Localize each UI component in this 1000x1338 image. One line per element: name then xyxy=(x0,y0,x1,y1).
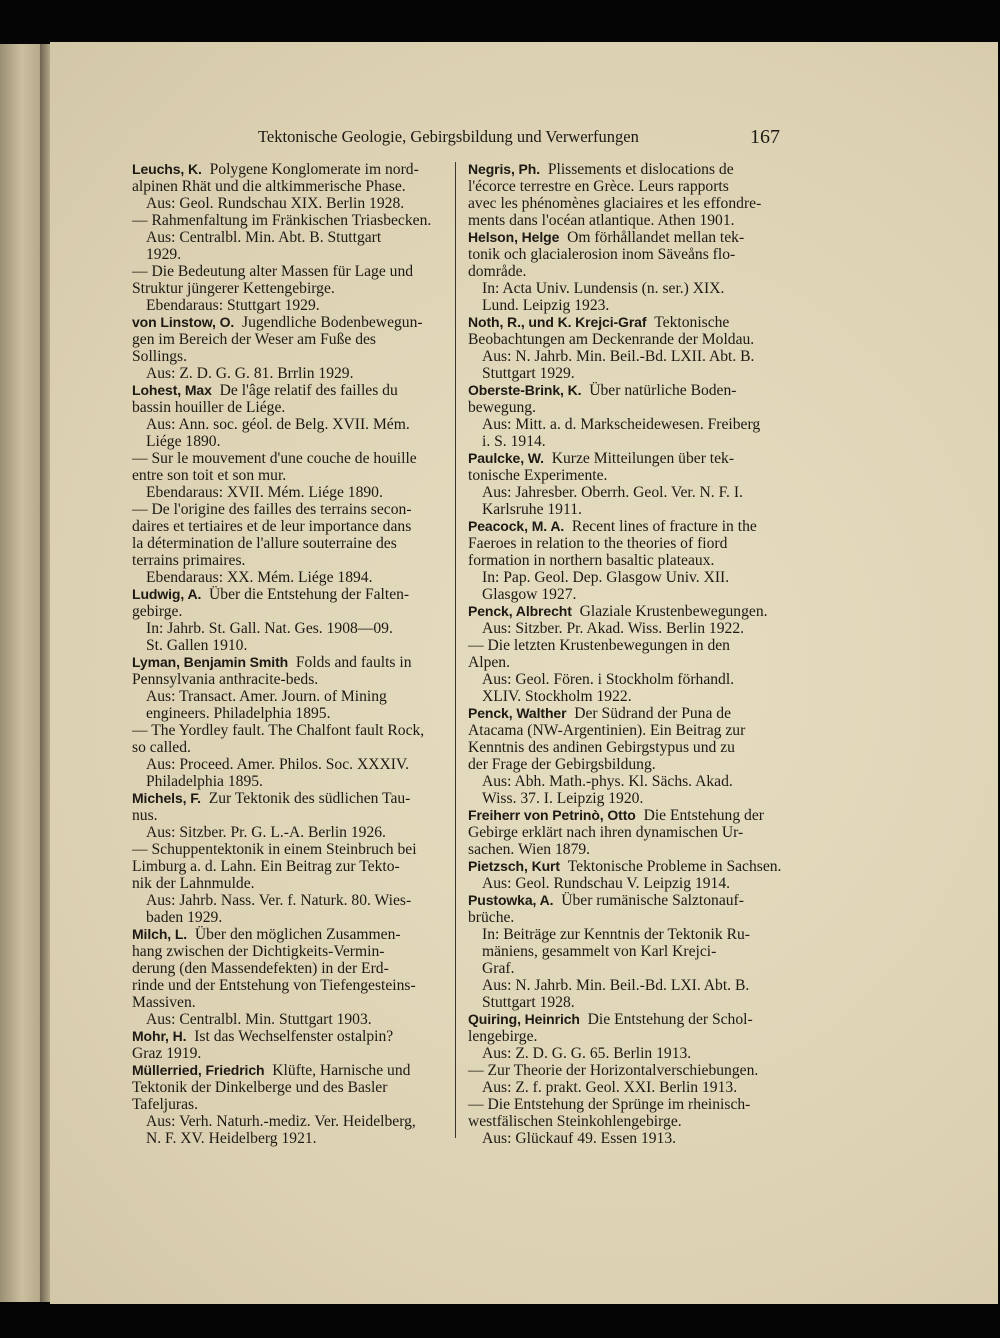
author-name: Paulcke, W. xyxy=(468,450,544,466)
reference-text: engineers. Philadelphia 1895. xyxy=(146,705,331,722)
reference-text: Lund. Leipzig 1923. xyxy=(482,297,610,314)
entry-text: brüche. xyxy=(468,909,515,926)
reference-text: Karlsruhe 1911. xyxy=(482,501,582,518)
bibliography-line xyxy=(132,1028,446,1045)
author-name: Ludwig, A. xyxy=(132,586,202,602)
bibliography-line xyxy=(132,722,446,739)
reference-text: Wiss. 37. I. Leipzig 1920. xyxy=(482,790,644,807)
entry-text: — The Yordley fault. The Chalfont fault Rock, xyxy=(132,722,425,739)
reference-text: Philadelphia 1895. xyxy=(146,773,263,790)
bibliography-line xyxy=(468,688,782,705)
bibliography-line xyxy=(132,586,446,603)
entry-text: so called. xyxy=(132,739,191,756)
entry-text: formation in northern basaltic plateaux. xyxy=(468,552,715,569)
entry-text: l'écorce terrestre en Grèce. Leurs rapports xyxy=(468,178,729,195)
reference-text: Stuttgart 1929. xyxy=(482,365,575,382)
entry-text: Jugendliche Bodenbewegun- xyxy=(242,314,423,331)
bibliography-line xyxy=(132,382,446,399)
entry-text: Tektonische Probleme in Sachsen. xyxy=(567,858,782,875)
reference-text: Aus: N. Jahrb. Min. Beil.-Bd. LXII. Abt. B. xyxy=(482,348,755,365)
entry-text: Struktur jüngerer Kettengebirge. xyxy=(132,280,335,297)
bibliography-line xyxy=(468,773,782,790)
bibliography-line xyxy=(468,892,782,909)
entry-text: nik der Lahnmulde. xyxy=(132,875,255,892)
bibliography-line xyxy=(468,1062,782,1079)
entry-text: Sollings. xyxy=(132,348,188,365)
bibliography-line xyxy=(468,399,782,416)
bibliography-line xyxy=(132,807,446,824)
bibliography-line xyxy=(132,399,446,416)
bibliography-line xyxy=(468,1011,782,1028)
entry-text: Gebirge erklärt nach ihren dynamischen Ur- xyxy=(468,824,744,841)
bibliography-line xyxy=(132,161,446,178)
bibliography-line xyxy=(468,382,782,399)
reference-text: Aus: Z. f. prakt. Geol. XXI. Berlin 1913. xyxy=(482,1079,738,1096)
bibliography-line xyxy=(468,960,782,977)
entry-text: Tektonik der Dinkelberge und des Basler xyxy=(132,1079,388,1096)
entry-text: lengebirge. xyxy=(468,1028,538,1045)
reference-text: In: Jahrb. St. Gall. Nat. Ges. 1908—09. xyxy=(146,620,393,637)
bibliography-line xyxy=(468,824,782,841)
author-name: Mohr, H. xyxy=(132,1028,187,1044)
entry-text: rinde und der Entstehung von Tiefengesteins- xyxy=(132,977,416,994)
author-name: Lohest, Max xyxy=(132,382,212,398)
bibliography-line xyxy=(132,688,446,705)
reference-text: Aus: Sitzber. Pr. G. L.-A. Berlin 1926. xyxy=(146,824,386,841)
bibliography-line xyxy=(132,603,446,620)
reference-text: Ebendaraus: Stuttgart 1929. xyxy=(146,297,320,314)
bibliography-line xyxy=(468,535,782,552)
page-number: 167 xyxy=(750,126,780,148)
entry-text: Alpen. xyxy=(468,654,511,671)
bibliography-line xyxy=(468,501,782,518)
bibliography-line xyxy=(468,450,782,467)
entry-text: dområde. xyxy=(468,263,527,280)
entry-text: — De l'origine des failles des terrains secon- xyxy=(132,501,412,518)
bibliography-line xyxy=(132,671,446,688)
reference-text: Aus: Geol. Rundschau XIX. Berlin 1928. xyxy=(146,195,405,212)
bibliography-line xyxy=(468,229,782,246)
bibliography-line xyxy=(468,569,782,586)
bibliography-line xyxy=(468,331,782,348)
entry-text: Über die Entstehung der Falten- xyxy=(209,586,410,603)
bibliography-line xyxy=(132,416,446,433)
reference-text: Aus: Jahresber. Oberrh. Geol. Ver. N. F. I. xyxy=(482,484,743,501)
bibliography-line xyxy=(468,178,782,195)
bibliography-line xyxy=(468,161,782,178)
entry-text: nus. xyxy=(132,807,158,824)
bibliography-line xyxy=(132,841,446,858)
bibliography-line xyxy=(132,1011,446,1028)
entry-text: Plissements et dislocations de xyxy=(547,161,734,178)
entry-text: — Zur Theorie der Horizontalverschiebungen. xyxy=(468,1062,759,1079)
bibliography-line xyxy=(132,297,446,314)
bibliography-line xyxy=(132,977,446,994)
reference-text: St. Gallen 1910. xyxy=(146,637,248,654)
author-name: Quiring, Heinrich xyxy=(468,1011,580,1027)
entry-text: Der Südrand der Puna de xyxy=(574,705,732,722)
entry-text: ments dans l'océan atlantique. Athen 1901. xyxy=(468,212,735,229)
bibliography-line xyxy=(468,1130,782,1147)
bibliography-line xyxy=(132,926,446,943)
entry-text: De l'âge relatif des failles du xyxy=(219,382,398,399)
entry-text: Atacama (NW-Argentinien). Ein Beitrag zur xyxy=(468,722,746,739)
bibliography-line xyxy=(132,348,446,365)
bibliography-line xyxy=(468,1045,782,1062)
bibliography-line xyxy=(468,518,782,535)
bibliography-line xyxy=(468,909,782,926)
bibliography-line xyxy=(132,620,446,637)
author-name: Penck, Walther xyxy=(468,705,567,721)
entry-text: — Die Entstehung der Sprünge im rheinisch- xyxy=(468,1096,751,1113)
bibliography-line xyxy=(468,994,782,1011)
entry-text: — Schuppentektonik in einem Steinbruch bei xyxy=(132,841,417,858)
bibliography-line xyxy=(132,960,446,977)
reference-text: Aus: Verh. Naturh.-mediz. Ver. Heidelberg, xyxy=(146,1113,416,1130)
reference-text: Ebendaraus: XX. Mém. Liége 1894. xyxy=(146,569,373,586)
author-name: Pietzsch, Kurt xyxy=(468,858,560,874)
bibliography-line xyxy=(132,535,446,552)
bibliography-line xyxy=(468,467,782,484)
author-name: Negris, Ph. xyxy=(468,161,541,177)
entry-text: — Sur le mouvement d'une couche de houille xyxy=(132,450,417,467)
bibliography-line xyxy=(468,212,782,229)
bibliography-line xyxy=(468,943,782,960)
reference-text: Aus: Mitt. a. d. Markscheidewesen. Freiberg xyxy=(482,416,761,433)
entry-text: Beobachtungen am Deckenrande der Moldau. xyxy=(468,331,755,348)
bibliography-line xyxy=(132,875,446,892)
bibliography-line xyxy=(468,671,782,688)
reference-text: N. F. XV. Heidelberg 1921. xyxy=(146,1130,317,1147)
bibliography-line xyxy=(468,280,782,297)
reference-text: Aus: Jahrb. Nass. Ver. f. Naturk. 80. Wies- xyxy=(146,892,412,909)
bibliography-line xyxy=(132,1113,446,1130)
reference-text: In: Beiträge zur Kenntnis der Tektonik Ru- xyxy=(482,926,750,943)
bibliography-line xyxy=(132,637,446,654)
reference-text: Aus: Z. D. G. G. 65. Berlin 1913. xyxy=(482,1045,692,1062)
bibliography-line xyxy=(132,450,446,467)
bibliography-line xyxy=(468,433,782,450)
bibliography-line xyxy=(132,501,446,518)
bibliography-line xyxy=(468,977,782,994)
bibliography-line xyxy=(468,314,782,331)
entry-text: tonik och glacialerosion inom Säveåns flo- xyxy=(468,246,736,263)
author-name: Müllerried, Friedrich xyxy=(132,1062,265,1078)
author-name: Pustowka, A. xyxy=(468,892,554,908)
entry-text: — Die letzten Krustenbewegungen in den xyxy=(468,637,730,654)
entry-text: bassin houiller de Liége. xyxy=(132,399,286,416)
entry-text: Die Entstehung der xyxy=(643,807,764,824)
bibliography-line xyxy=(132,263,446,280)
entry-text: Polygene Konglomerate im nord- xyxy=(209,161,419,178)
author-name: Milch, L. xyxy=(132,926,188,942)
entry-text: westfälischen Steinkohlengebirge. xyxy=(468,1113,682,1130)
entry-text: Klüfte, Harnische und xyxy=(272,1062,411,1079)
bibliography-line xyxy=(132,994,446,1011)
bibliography-line xyxy=(132,246,446,263)
reference-text: Aus: Ann. soc. géol. de Belg. XVII. Mém. xyxy=(146,416,410,433)
bibliography-line xyxy=(468,926,782,943)
entry-text: Kurze Mitteilungen über tek- xyxy=(551,450,735,467)
column-divider xyxy=(455,162,456,1138)
entry-text: derung (den Massendefekten) in der Erd- xyxy=(132,960,389,977)
left-column xyxy=(132,161,446,1147)
bibliography-line xyxy=(468,484,782,501)
bibliography-line xyxy=(468,552,782,569)
entry-text: Folds and faults in xyxy=(295,654,412,671)
author-name: Freiherr von Petrinò, Otto xyxy=(468,807,636,823)
bibliography-line xyxy=(132,484,446,501)
bibliography-line xyxy=(132,654,446,671)
bibliography-line xyxy=(132,1062,446,1079)
bibliography-line xyxy=(468,858,782,875)
entry-text: Über rumänische Salztonauf- xyxy=(561,892,744,909)
entry-text: Kenntnis des andinen Gebirgstypus und zu xyxy=(468,739,735,756)
entry-text: terrains primaires. xyxy=(132,552,246,569)
bibliography-line xyxy=(132,739,446,756)
bibliography-line xyxy=(132,858,446,875)
bibliography-line xyxy=(132,195,446,212)
entry-text: gen im Bereich der Weser am Fuße des xyxy=(132,331,376,348)
bibliography-line xyxy=(468,654,782,671)
bibliography-line xyxy=(468,705,782,722)
entry-text: la détermination de l'allure souterraine des xyxy=(132,535,397,552)
reference-text: mäniens, gesammelt von Karl Krejci- xyxy=(482,943,717,960)
bibliography-line xyxy=(468,297,782,314)
bibliography-line xyxy=(468,348,782,365)
bibliography-line xyxy=(468,1113,782,1130)
bibliography-line xyxy=(132,331,446,348)
bibliography-line xyxy=(132,790,446,807)
bibliography-line xyxy=(132,892,446,909)
author-name: Noth, R., und K. Krejci-Graf xyxy=(468,314,647,330)
bibliography-line xyxy=(132,314,446,331)
author-name: von Linstow, O. xyxy=(132,314,235,330)
bibliography-line xyxy=(132,229,446,246)
reference-text: Aus: Glückauf 49. Essen 1913. xyxy=(482,1130,677,1147)
bibliography-line xyxy=(468,246,782,263)
reference-text: Aus: Geol. Fören. i Stockholm förhandl. xyxy=(482,671,735,688)
bibliography-line xyxy=(132,518,446,535)
reference-text: In: Pap. Geol. Dep. Glasgow Univ. XII. xyxy=(482,569,730,586)
entry-text: Ist das Wechselfenster ostalpin? xyxy=(194,1028,394,1045)
entry-text: Glaziale Krustenbewegungen. xyxy=(579,603,768,620)
entry-text: Limburg a. d. Lahn. Ein Beitrag zur Tekto- xyxy=(132,858,400,875)
bibliography-line xyxy=(132,773,446,790)
bibliography-line xyxy=(132,178,446,195)
bibliography-line xyxy=(468,603,782,620)
entry-text: Tafeljuras. xyxy=(132,1096,199,1113)
bibliography-line xyxy=(468,195,782,212)
reference-text: Aus: Z. D. G. G. 81. Brrlin 1929. xyxy=(146,365,354,382)
bibliography-line xyxy=(132,824,446,841)
bibliography-line xyxy=(132,909,446,926)
author-name: Michels, F. xyxy=(132,790,201,806)
entry-text: Über den möglichen Zusammen- xyxy=(194,926,401,943)
bibliography-line xyxy=(468,1028,782,1045)
reference-text: In: Acta Univ. Lundensis (n. ser.) XIX. xyxy=(482,280,725,297)
reference-text: Graf. xyxy=(482,960,515,977)
reference-text: 1929. xyxy=(146,246,182,263)
bibliography-line xyxy=(468,620,782,637)
bibliography-line xyxy=(468,637,782,654)
bibliography-line xyxy=(132,1130,446,1147)
bibliography-line xyxy=(132,943,446,960)
bibliography-line xyxy=(132,569,446,586)
bibliography-line xyxy=(132,552,446,569)
reference-text: Glasgow 1927. xyxy=(482,586,577,603)
bibliography-line xyxy=(132,433,446,450)
bibliography-line xyxy=(132,212,446,229)
entry-text: — Die Bedeutung alter Massen für Lage und xyxy=(132,263,414,280)
bibliography-line xyxy=(468,365,782,382)
entry-text: — Rahmenfaltung im Fränkischen Triasbecken. xyxy=(132,212,432,229)
entry-text: gebirge. xyxy=(132,603,183,620)
bibliography-line xyxy=(468,722,782,739)
bibliography-line xyxy=(468,1079,782,1096)
bibliography-line xyxy=(468,1096,782,1113)
entry-text: hang zwischen der Dichtigkeits-Vermin- xyxy=(132,943,385,960)
reference-text: XLIV. Stockholm 1922. xyxy=(482,688,632,705)
bibliography-line xyxy=(468,586,782,603)
entry-text: Recent lines of fracture in the xyxy=(571,518,757,535)
entry-text: Om förhållandet mellan tek- xyxy=(567,229,745,246)
author-name: Penck, Albrecht xyxy=(468,603,572,619)
bibliography-line xyxy=(468,263,782,280)
bibliography-line xyxy=(468,790,782,807)
entry-text: sachen. Wien 1879. xyxy=(468,841,591,858)
entry-text: Massiven. xyxy=(132,994,196,1011)
entry-text: bewegung. xyxy=(468,399,536,416)
page-header xyxy=(0,127,1000,151)
bibliography-line xyxy=(132,1079,446,1096)
bibliography-line xyxy=(468,756,782,773)
reference-text: i. S. 1914. xyxy=(482,433,546,450)
reference-text: Aus: Centralbl. Min. Stuttgart 1903. xyxy=(146,1011,372,1028)
reference-text: Aus: Centralbl. Min. Abt. B. Stuttgart xyxy=(146,229,382,246)
entry-text: tonische Experimente. xyxy=(468,467,608,484)
bibliography-line xyxy=(468,841,782,858)
bibliography-line xyxy=(468,807,782,824)
entry-text: daires et tertiaires et de leur importance dans xyxy=(132,518,412,535)
entry-text: der Frage der Gebirgsbildung. xyxy=(468,756,656,773)
reference-text: Aus: Proceed. Amer. Philos. Soc. XXXIV. xyxy=(146,756,410,773)
bibliography-line xyxy=(132,705,446,722)
entry-text: Graz 1919. xyxy=(132,1045,202,1062)
bibliography-line xyxy=(132,756,446,773)
reference-text: Stuttgart 1928. xyxy=(482,994,575,1011)
entry-text: Faeroes in relation to the theories of fiord xyxy=(468,535,728,552)
reference-text: Liége 1890. xyxy=(146,433,221,450)
reference-text: Aus: Geol. Rundschau V. Leipzig 1914. xyxy=(482,875,731,892)
author-name: Lyman, Benjamin Smith xyxy=(132,654,289,670)
reference-text: Aus: Transact. Amer. Journ. of Mining xyxy=(146,688,387,705)
reference-text: Ebendaraus: XVII. Mém. Liége 1890. xyxy=(146,484,383,501)
bibliography-line xyxy=(468,416,782,433)
reference-text: Aus: Abh. Math.-phys. Kl. Sächs. Akad. xyxy=(482,773,733,790)
reference-text: Aus: N. Jahrb. Min. Beil.-Bd. LXI. Abt. B. xyxy=(482,977,750,994)
bibliography-line xyxy=(132,365,446,382)
bibliography-line xyxy=(132,467,446,484)
entry-text: Zur Tektonik des südlichen Tau- xyxy=(208,790,411,807)
author-name: Peacock, M. A. xyxy=(468,518,565,534)
bibliography-line xyxy=(132,1045,446,1062)
author-name: Oberste-Brink, K. xyxy=(468,382,582,398)
bibliography-line xyxy=(468,739,782,756)
entry-text: Über natürliche Boden- xyxy=(589,382,737,399)
bibliography-line xyxy=(468,875,782,892)
reference-text: baden 1929. xyxy=(146,909,223,926)
entry-text: Tektonische xyxy=(654,314,730,331)
reference-text: Aus: Sitzber. Pr. Akad. Wiss. Berlin 1922. xyxy=(482,620,745,637)
running-title: Tektonische Geologie, Gebirgsbildung und Verwerfungen xyxy=(258,127,639,146)
entry-text: Die Entstehung der Schol- xyxy=(587,1011,753,1028)
entry-text: Pennsylvania anthracite-beds. xyxy=(132,671,319,688)
entry-text: alpinen Rhät und die altkimmerische Phase. xyxy=(132,178,406,195)
entry-text: entre son toit et son mur. xyxy=(132,467,287,484)
bibliography-line xyxy=(132,280,446,297)
right-column xyxy=(468,161,782,1147)
bibliography-line xyxy=(132,1096,446,1113)
author-name: Leuchs, K. xyxy=(132,161,202,177)
entry-text: avec les phénomènes glaciaires et les effondre- xyxy=(468,195,762,212)
author-name: Helson, Helge xyxy=(468,229,560,245)
